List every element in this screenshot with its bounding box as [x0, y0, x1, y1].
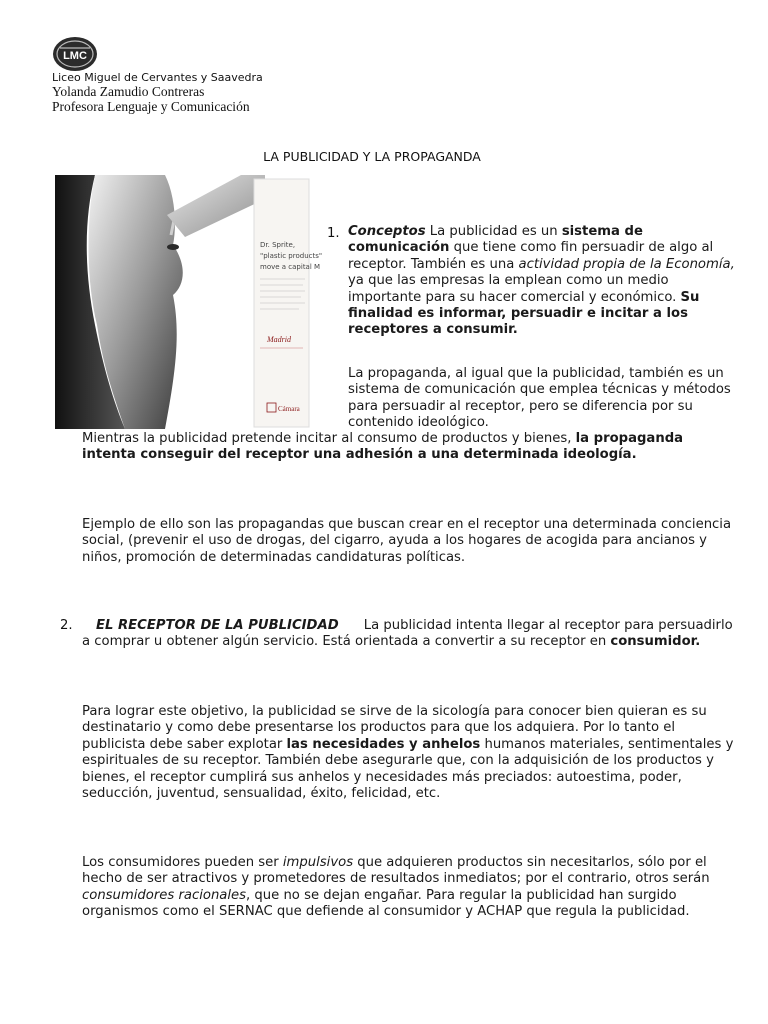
- teacher-role: Profesora Lenguaje y Comunicación: [52, 99, 250, 114]
- school-logo: [52, 36, 98, 72]
- section-1-paragraph-4: Ejemplo de ello son las propagandas que buscan crear en el receptor una determinada conciencia social, (prevenir el uso de drogas, del cigarro, ayuda a los hogares de acogida para ancianos y niños, promoción de determinadas candidaturas políticas.: [82, 517, 732, 565]
- poster-line-1: Dr. Sprite,: [260, 241, 296, 249]
- section-2-paragraph-1: EL RECEPTOR DE LA PUBLICIDAD La publicidad intenta llegar al receptor para persuadirlo a comprar u obtener algún servicio. Está orientada a convertir a su receptor en consumidor.: [82, 618, 733, 650]
- advertisement-image: [55, 175, 323, 429]
- poster-city: Madrid: [267, 335, 291, 344]
- section-2-paragraph-2: Para lograr este objetivo, la publicidad se sirve de la sicología para conocer bien quieran es su destinatario y como debe presentarse los productos para que los adquiera. Por lo tanto el publicista debe saber explotar las necesidades y anhelos humanos materiales, sentimentales y espirituales de su receptor. También debe asegurarle que, con la adquisición de los productos y bienes, el receptor cumplirá sus anhelos y necesidades más preciados: autoestima, poder, seducción, juventud, sensualidad, éxito, felicidad, etc.: [82, 704, 734, 802]
- teacher-name: Yolanda Zamudio Contreras: [52, 84, 205, 99]
- section-1-paragraph-1: Conceptos La publicidad es un sistema de comunicación que tiene como fin persuadir de algo al receptor. También es una actividad propia de la Economía, ya que las empresas la emplean como un medio importante para su hacer comercial y económico. Su finalidad es informar, persuadir e incitar a los receptores a consumir.: [348, 224, 735, 338]
- section-1-heading: Conceptos: [348, 224, 426, 239]
- poster-line-2: "plastic products": [260, 252, 323, 260]
- page-title: LA PUBLICIDAD Y LA PROPAGANDA: [263, 149, 481, 164]
- section-1-number: 1.: [327, 226, 340, 241]
- section-2-paragraph-3: Los consumidores pueden ser impulsivos que adquieren productos sin necesitarlos, sólo por el hecho de ser atractivos y prometedores de resultados inmediatos; por el contrario, otros serán consumidores racionales, que no se dejan engañar. Para regular la publicidad han surgido organismos como el SERNAC que defiende al consumidor y ACHAP que regula la publicidad.: [82, 855, 710, 920]
- section-1-paragraph-3: Mientras la publicidad pretende incitar al consumo de productos y bienes, la propaganda intenta conseguir del receptor una adhesión a una determinada ideología.: [82, 431, 684, 463]
- poster-line-3: move a capital M: [260, 263, 321, 271]
- logo-text: LMC: [63, 50, 87, 62]
- section-1-paragraph-2: La propaganda, al igual que la publicidad, también es un sistema de comunicación que emplea técnicas y métodos para persuadir al receptor, pero se diferencia por su contenido ideológico.: [348, 366, 731, 431]
- section-2-heading: EL RECEPTOR DE LA PUBLICIDAD: [96, 618, 339, 633]
- section-2-number: 2.: [60, 618, 73, 633]
- poster-brand: Cámara: [278, 405, 300, 413]
- school-name: Liceo Miguel de Cervantes y Saavedra: [52, 71, 263, 84]
